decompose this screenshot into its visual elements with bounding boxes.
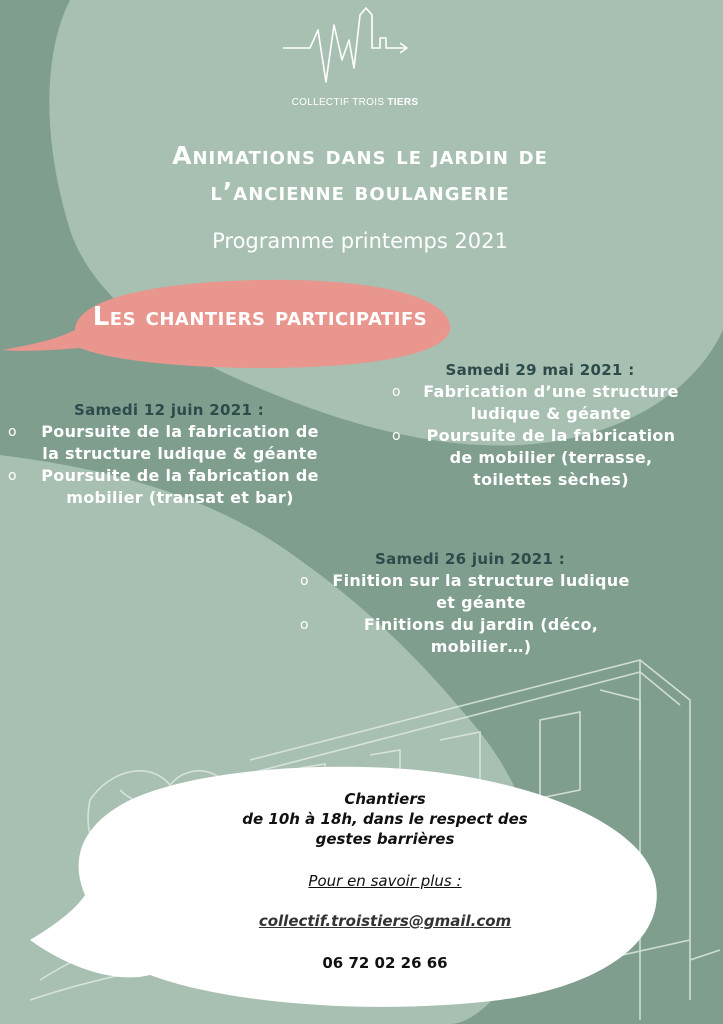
page-title <box>80 138 640 210</box>
banner-label: Les chantiers participatifs <box>92 302 428 332</box>
logo-name-light: COLLECTIF TROIS <box>291 97 388 108</box>
session-date: Samedi 12 juin 2021 : <box>73 401 265 419</box>
more-info-label: Pour en savoir plus : <box>308 872 462 890</box>
logo-wordmark <box>230 97 480 108</box>
info-block <box>215 789 555 973</box>
list-item: o Finitions du jardin (déco, mobilier…) <box>300 615 599 656</box>
logo-name-bold: TIERS <box>387 97 419 108</box>
list-item: o Fabrication d’une structure ludique & géante <box>392 382 679 423</box>
bullet-icon: o <box>300 573 309 589</box>
list-item: o Poursuite de la fabrication de la structure ludique & géante <box>8 422 319 463</box>
session-items <box>392 381 688 491</box>
session-items <box>8 421 330 509</box>
title-line-1: Animations dans le jardin de <box>172 141 548 170</box>
bullet-icon: o <box>8 424 17 440</box>
title-line-2: l’ancienne boulangerie <box>210 177 510 206</box>
session-items <box>300 570 640 658</box>
list-item: o Finition sur la structure ludique et géante <box>300 571 630 612</box>
hours-title: Chantiers <box>344 790 426 808</box>
bullet-icon: o <box>392 384 401 400</box>
hours-line-1: de 10h à 18h, dans le respect des <box>242 810 528 828</box>
bullet-icon: o <box>392 428 401 444</box>
session-date: Samedi 26 juin 2021 : <box>374 550 566 568</box>
session-26-juin <box>300 548 640 658</box>
bullet-icon: o <box>300 617 309 633</box>
session-12-juin <box>8 399 330 509</box>
session-date: Samedi 29 mai 2021 : <box>445 361 635 379</box>
hours-line-2: gestes barrières <box>315 830 455 848</box>
bullet-icon: o <box>8 468 17 484</box>
email-link[interactable]: collectif.troistiers@gmail.com <box>258 912 512 930</box>
page-subtitle: Programme printemps 2021 <box>212 229 508 253</box>
list-item: o Poursuite de la fabrication de mobilier (transat et bar) <box>8 466 319 507</box>
session-29-mai <box>392 359 688 491</box>
list-item: o Poursuite de la fabrication de mobilier (terrasse, toilettes sèches) <box>392 426 676 489</box>
phone-number: 06 72 02 26 66 <box>322 954 448 972</box>
